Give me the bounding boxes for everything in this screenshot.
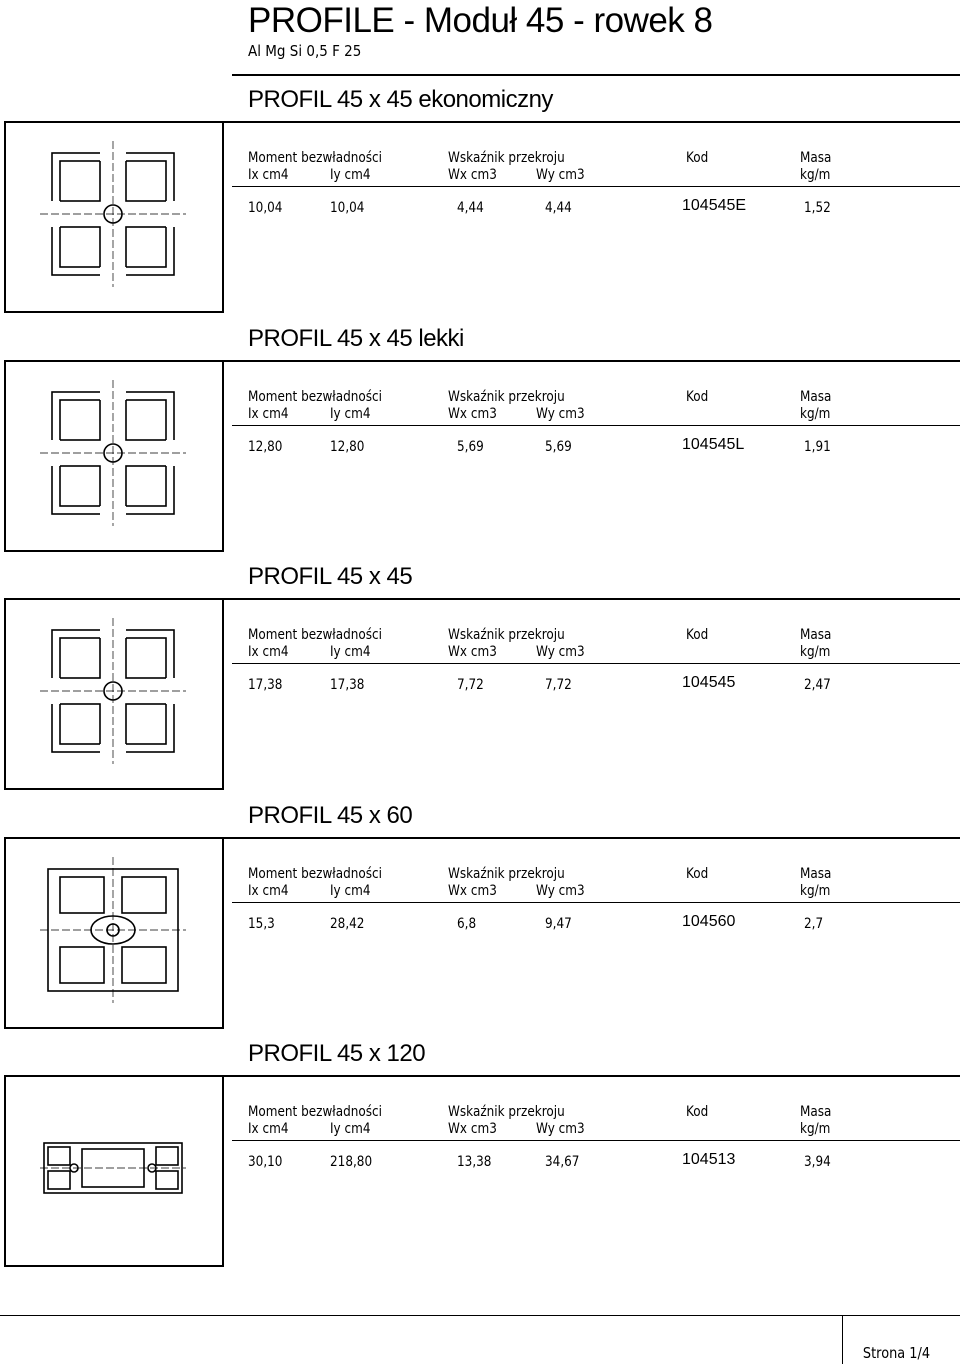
profile-drawing	[38, 1093, 188, 1243]
col-header-unit: kg/m	[800, 406, 831, 422]
col-header-kod: Kod	[686, 627, 709, 643]
frame-top-rule	[4, 121, 232, 123]
col-header-wy: Wy cm3	[536, 167, 585, 183]
col-header-unit: kg/m	[800, 644, 831, 660]
value-wx: 5,69	[457, 439, 484, 455]
value-kod: 104545L	[682, 436, 745, 453]
col-header-wskaznik: Wskaźnik przekroju	[448, 389, 565, 405]
col-header-iy: Iy cm4	[330, 167, 371, 183]
value-ix: 30,10	[248, 1154, 283, 1170]
col-header-masa: Masa	[800, 150, 832, 166]
value-wx: 6,8	[457, 916, 477, 932]
value-masa: 1,91	[804, 439, 831, 455]
col-header-wx: Wx cm3	[448, 644, 497, 660]
value-wy: 5,69	[545, 439, 572, 455]
value-masa: 3,94	[804, 1154, 831, 1170]
table-header-rule	[232, 425, 960, 426]
value-wy: 34,67	[545, 1154, 580, 1170]
profile-cross-section-icon	[38, 855, 188, 1005]
col-header-ix: Ix cm4	[248, 644, 289, 660]
profile-drawing	[38, 378, 188, 528]
col-header-masa: Masa	[800, 389, 832, 405]
frame-top-rule	[4, 837, 232, 839]
page-subtitle: Al Mg Si 0,5 F 25	[248, 42, 362, 60]
section-title-rule	[232, 837, 960, 839]
value-ix: 10,04	[248, 200, 283, 216]
col-header-moment: Moment bezwładności	[248, 627, 382, 643]
col-header-wy: Wy cm3	[536, 644, 585, 660]
col-header-moment: Moment bezwładności	[248, 150, 382, 166]
col-header-unit: kg/m	[800, 167, 831, 183]
footer-rule	[0, 1315, 960, 1316]
profile-cross-section-icon	[38, 616, 188, 766]
section-title: PROFIL 45 x 60	[248, 802, 413, 829]
section-title: PROFIL 45 x 45	[248, 563, 413, 590]
col-header-iy: Iy cm4	[330, 883, 371, 899]
col-header-wx: Wx cm3	[448, 406, 497, 422]
table-header-rule	[232, 902, 960, 903]
section-title-rule	[232, 598, 960, 600]
value-iy: 218,80	[330, 1154, 373, 1170]
value-wy: 9,47	[545, 916, 572, 932]
col-header-masa: Masa	[800, 627, 832, 643]
page-title: PROFILE - Moduł 45 - rowek 8	[248, 1, 713, 40]
col-header-wx: Wx cm3	[448, 167, 497, 183]
value-iy: 12,80	[330, 439, 365, 455]
col-header-unit: kg/m	[800, 1121, 831, 1137]
profile-cross-section-icon	[38, 1093, 188, 1243]
col-header-ix: Ix cm4	[248, 883, 289, 899]
frame-top-rule	[4, 598, 232, 600]
profile-drawing	[38, 855, 188, 1005]
col-header-moment: Moment bezwładności	[248, 389, 382, 405]
col-header-wx: Wx cm3	[448, 883, 497, 899]
col-header-wskaznik: Wskaźnik przekroju	[448, 1104, 565, 1120]
profile-cross-section-icon	[38, 139, 188, 289]
value-wy: 4,44	[545, 200, 572, 216]
value-masa: 1,52	[804, 200, 831, 216]
table-header-rule	[232, 1140, 960, 1141]
col-header-wx: Wx cm3	[448, 1121, 497, 1137]
footer-divider	[842, 1315, 843, 1364]
profile-cross-section-icon	[38, 378, 188, 528]
value-iy: 28,42	[330, 916, 365, 932]
value-kod: 104545	[682, 674, 736, 691]
col-header-wskaznik: Wskaźnik przekroju	[448, 866, 565, 882]
value-wy: 7,72	[545, 677, 572, 693]
value-iy: 17,38	[330, 677, 365, 693]
value-wx: 7,72	[457, 677, 484, 693]
col-header-masa: Masa	[800, 1104, 832, 1120]
section-title: PROFIL 45 x 45 lekki	[248, 325, 464, 352]
col-header-iy: Iy cm4	[330, 406, 371, 422]
col-header-wy: Wy cm3	[536, 883, 585, 899]
value-kod: 104545E	[682, 197, 747, 214]
value-masa: 2,7	[804, 916, 824, 932]
col-header-iy: Iy cm4	[330, 644, 371, 660]
frame-top-rule	[4, 1075, 232, 1077]
col-header-kod: Kod	[686, 866, 709, 882]
col-header-iy: Iy cm4	[330, 1121, 371, 1137]
value-iy: 10,04	[330, 200, 365, 216]
value-kod: 104560	[682, 913, 736, 930]
col-header-unit: kg/m	[800, 883, 831, 899]
profile-drawing	[38, 616, 188, 766]
col-header-wskaznik: Wskaźnik przekroju	[448, 627, 565, 643]
value-ix: 12,80	[248, 439, 283, 455]
col-header-ix: Ix cm4	[248, 167, 289, 183]
col-header-wy: Wy cm3	[536, 1121, 585, 1137]
section-title-rule	[232, 121, 960, 123]
section-title: PROFIL 45 x 45 ekonomiczny	[248, 86, 553, 113]
section-title-rule	[232, 360, 960, 362]
frame-top-rule	[4, 360, 232, 362]
value-wx: 4,44	[457, 200, 484, 216]
col-header-kod: Kod	[686, 389, 709, 405]
col-header-moment: Moment bezwładności	[248, 866, 382, 882]
section-title: PROFIL 45 x 120	[248, 1040, 426, 1067]
col-header-wy: Wy cm3	[536, 406, 585, 422]
page-number: Strona 1/4	[862, 1344, 930, 1362]
col-header-moment: Moment bezwładności	[248, 1104, 382, 1120]
value-kod: 104513	[682, 1151, 736, 1168]
value-ix: 17,38	[248, 677, 283, 693]
value-wx: 13,38	[457, 1154, 492, 1170]
table-header-rule	[232, 186, 960, 187]
col-header-masa: Masa	[800, 866, 832, 882]
col-header-ix: Ix cm4	[248, 1121, 289, 1137]
col-header-kod: Kod	[686, 150, 709, 166]
header-rule	[232, 74, 960, 76]
col-header-wskaznik: Wskaźnik przekroju	[448, 150, 565, 166]
col-header-ix: Ix cm4	[248, 406, 289, 422]
value-masa: 2,47	[804, 677, 831, 693]
profile-drawing	[38, 139, 188, 289]
table-header-rule	[232, 663, 960, 664]
value-ix: 15,3	[248, 916, 275, 932]
col-header-kod: Kod	[686, 1104, 709, 1120]
section-title-rule	[232, 1075, 960, 1077]
